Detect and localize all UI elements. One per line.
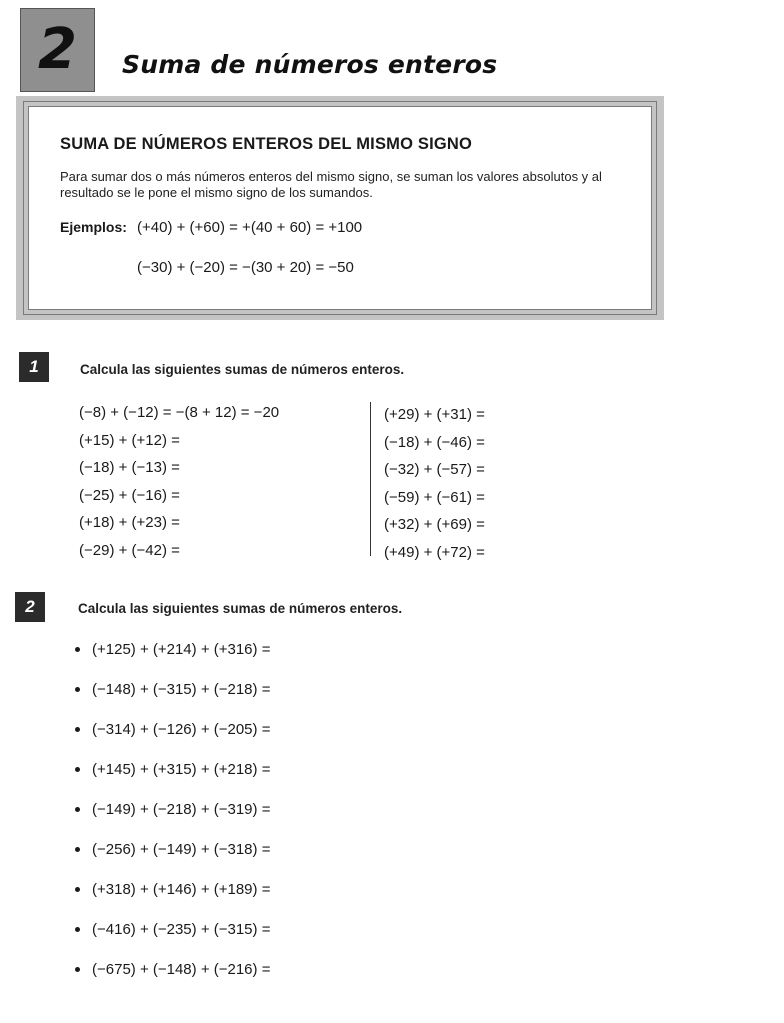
list-item	[75, 760, 270, 800]
exercise-1-left-item: (−8) + (−12) = −(8 + 12) = −20	[79, 404, 280, 421]
exercise-1-left-item: (−18) + (−13) =	[79, 459, 180, 476]
list-item	[75, 720, 270, 760]
list-item	[75, 800, 270, 840]
exercise-1-left-item: (−29) + (−42) =	[79, 541, 180, 559]
bullet-icon	[75, 807, 80, 812]
chapter-number: 2	[38, 17, 77, 82]
list-item-text: (+145) + (+315) + (+218) =	[92, 761, 271, 778]
list-item-text: (−256) + (−149) + (−318) =	[92, 841, 271, 858]
bullet-icon	[75, 887, 80, 892]
bullet-icon	[75, 927, 80, 932]
bullet-icon	[75, 647, 80, 652]
list-item	[75, 680, 270, 720]
list-item-text: (+318) + (+146) + (+189) =	[92, 881, 271, 898]
list-item-text: (−416) + (−235) + (−315) =	[92, 921, 271, 938]
exercise-2-badge: 2	[15, 592, 45, 622]
exercise-1-right-column	[384, 405, 485, 570]
bullet-icon	[75, 687, 80, 692]
bullet-icon	[75, 967, 80, 972]
bullet-icon	[75, 727, 80, 732]
list-item-text: (−149) + (−218) + (−319) =	[92, 801, 271, 818]
list-item	[75, 840, 270, 880]
exercise-1-left-item: (+18) + (+23) =	[79, 514, 180, 531]
exercise-1-right-item: (−59) + (−61) =	[384, 488, 485, 506]
list-item-text: (+125) + (+214) + (+316) =	[92, 641, 271, 658]
list-item-text: (−675) + (−148) + (−216) =	[92, 961, 271, 978]
example-2: (−30) + (−20) = −(30 + 20) = −50	[137, 259, 354, 276]
list-item	[75, 920, 270, 960]
theory-box-frame	[16, 96, 664, 320]
bullet-icon	[75, 767, 80, 772]
exercise-1-right-item: (−18) + (−46) =	[384, 433, 485, 451]
exercise-1-badge: 1	[19, 352, 49, 382]
exercise-2-instruction: Calcula las siguientes sumas de números enteros.	[78, 601, 403, 616]
exercise-2-list	[75, 640, 270, 1000]
column-divider	[370, 402, 371, 556]
list-item-text: (−148) + (−315) + (−218) =	[92, 681, 271, 698]
theory-heading: SUMA DE NÚMEROS ENTEROS DEL MISMO SIGNO	[60, 135, 473, 153]
chapter-number-box	[20, 8, 95, 92]
exercise-1-left-item: (−25) + (−16) =	[79, 486, 180, 504]
exercise-1-right-item: (−32) + (−57) =	[384, 461, 485, 478]
list-item	[75, 880, 270, 920]
bullet-icon	[75, 847, 80, 852]
list-item	[75, 640, 270, 680]
exercise-1-instruction: Calcula las siguientes sumas de números enteros.	[80, 362, 405, 377]
list-item-text: (−314) + (−126) + (−205) =	[92, 721, 271, 738]
exercise-1-right-item: (+49) + (+72) =	[384, 543, 485, 561]
exercise-1-right-item: (+29) + (+31) =	[384, 406, 485, 423]
exercise-1-right-item: (+32) + (+69) =	[384, 516, 485, 533]
list-item	[75, 960, 270, 1000]
examples-label: Ejemplos:	[60, 219, 127, 235]
exercise-1-left-column	[79, 403, 279, 568]
example-1: (+40) + (+60) = +(40 + 60) = +100	[137, 219, 363, 236]
page-title: Suma de números enteros	[122, 50, 498, 79]
theory-text: Para sumar dos o más números enteros del mismo signo, se suman los valores absolutos y al resultado se le pone el mismo signo de los sumandos.	[60, 169, 602, 200]
theory-box	[28, 106, 652, 310]
exercise-1-left-item: (+15) + (+12) =	[79, 431, 180, 449]
